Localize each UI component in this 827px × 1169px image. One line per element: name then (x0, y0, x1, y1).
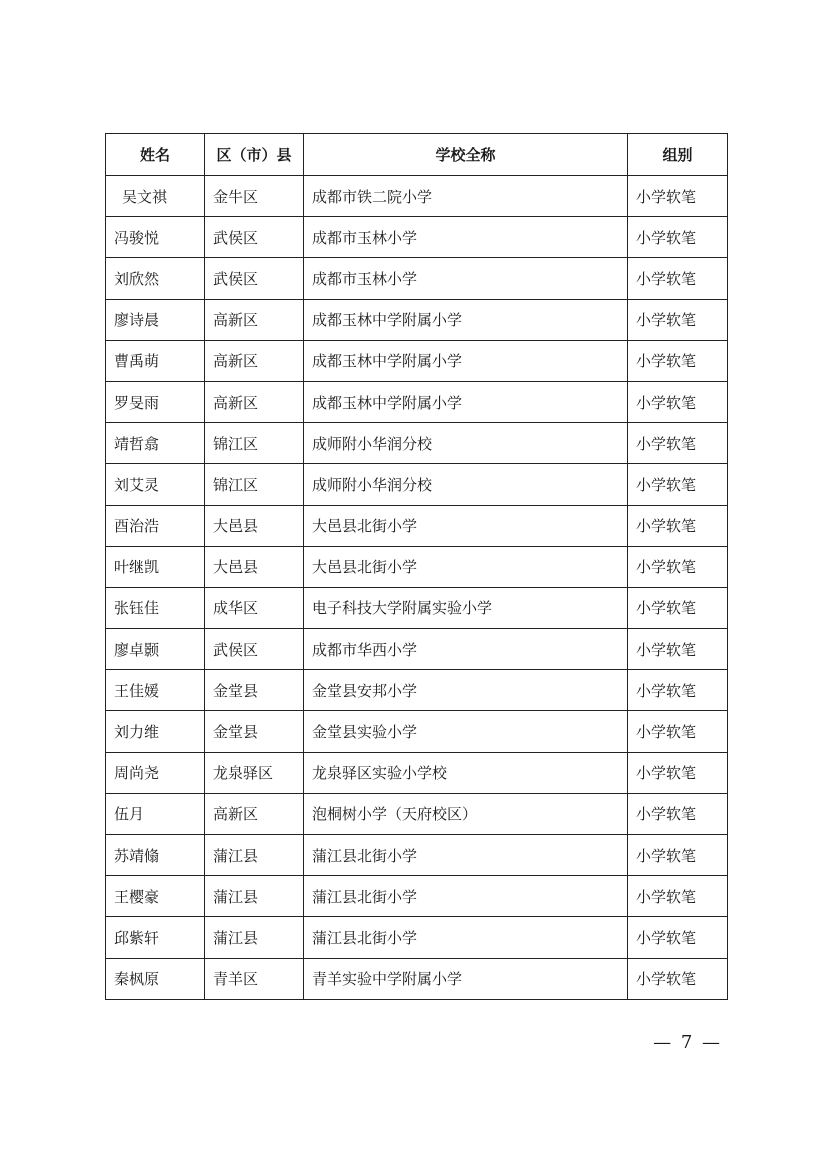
cell-school: 成都玉林中学附属小学 (304, 340, 628, 381)
table-header (106, 134, 728, 176)
cell-district: 蒲江县 (205, 835, 304, 876)
cell-name: 廖诗晨 (106, 299, 205, 340)
cell-group: 小学软笔 (628, 546, 728, 587)
table-body (106, 176, 728, 1000)
cell-district: 金堂县 (205, 711, 304, 752)
cell-school: 青羊实验中学附属小学 (304, 958, 628, 999)
cell-name: 王佳媛 (106, 670, 205, 711)
cell-group: 小学软笔 (628, 217, 728, 258)
table-row (106, 670, 728, 711)
cell-group: 小学软笔 (628, 176, 728, 217)
cell-district: 高新区 (205, 299, 304, 340)
cell-district: 锦江区 (205, 423, 304, 464)
cell-district: 蒲江县 (205, 876, 304, 917)
table-row (106, 176, 728, 217)
cell-name: 张钰佳 (106, 587, 205, 628)
cell-school: 成师附小华润分校 (304, 464, 628, 505)
cell-name: 周尚尧 (106, 752, 205, 793)
table-row (106, 258, 728, 299)
table-row (106, 546, 728, 587)
cell-group: 小学软笔 (628, 299, 728, 340)
cell-name: 吴文祺 (106, 176, 205, 217)
cell-group: 小学软笔 (628, 670, 728, 711)
header-row (106, 134, 728, 176)
table-row (106, 835, 728, 876)
cell-name: 冯骏悦 (106, 217, 205, 258)
cell-group: 小学软笔 (628, 629, 728, 670)
header-school: 学校全称 (304, 134, 628, 176)
cell-name: 刘欣然 (106, 258, 205, 299)
cell-group: 小学软笔 (628, 381, 728, 422)
cell-school: 金堂县安邦小学 (304, 670, 628, 711)
cell-name: 曹禹萌 (106, 340, 205, 381)
cell-school: 成都玉林中学附属小学 (304, 381, 628, 422)
cell-name: 刘艾灵 (106, 464, 205, 505)
cell-district: 高新区 (205, 381, 304, 422)
table-row (106, 917, 728, 958)
cell-group: 小学软笔 (628, 587, 728, 628)
cell-name: 苏靖翛 (106, 835, 205, 876)
cell-name: 廖卓颢 (106, 629, 205, 670)
cell-school: 成都玉林中学附属小学 (304, 299, 628, 340)
cell-district: 高新区 (205, 340, 304, 381)
table-row (106, 299, 728, 340)
cell-district: 金牛区 (205, 176, 304, 217)
cell-group: 小学软笔 (628, 340, 728, 381)
table-row (106, 793, 728, 834)
cell-group: 小学软笔 (628, 917, 728, 958)
table-row (106, 505, 728, 546)
cell-district: 成华区 (205, 587, 304, 628)
header-name: 姓名 (106, 134, 205, 176)
cell-name: 靖哲翕 (106, 423, 205, 464)
cell-name: 伍月 (106, 793, 205, 834)
cell-district: 大邑县 (205, 546, 304, 587)
header-group: 组别 (628, 134, 728, 176)
cell-school: 金堂县实验小学 (304, 711, 628, 752)
table-row (106, 752, 728, 793)
table-row (106, 217, 728, 258)
cell-school: 成都市华西小学 (304, 629, 628, 670)
award-table-container (105, 133, 727, 1000)
cell-district: 锦江区 (205, 464, 304, 505)
page-number: — 7 — (653, 1032, 722, 1053)
cell-group: 小学软笔 (628, 958, 728, 999)
cell-group: 小学软笔 (628, 711, 728, 752)
cell-school: 电子科技大学附属实验小学 (304, 587, 628, 628)
cell-school: 大邑县北街小学 (304, 546, 628, 587)
cell-group: 小学软笔 (628, 258, 728, 299)
cell-school: 泡桐树小学（天府校区） (304, 793, 628, 834)
table-row (106, 876, 728, 917)
cell-school: 蒲江县北街小学 (304, 835, 628, 876)
cell-district: 武侯区 (205, 258, 304, 299)
table-row (106, 629, 728, 670)
cell-name: 刘力维 (106, 711, 205, 752)
cell-school: 成师附小华润分校 (304, 423, 628, 464)
table-row (106, 711, 728, 752)
cell-district: 金堂县 (205, 670, 304, 711)
table-row (106, 464, 728, 505)
cell-group: 小学软笔 (628, 423, 728, 464)
cell-group: 小学软笔 (628, 464, 728, 505)
award-table (105, 133, 728, 1000)
cell-name: 罗旻雨 (106, 381, 205, 422)
cell-name: 邱紫轩 (106, 917, 205, 958)
cell-group: 小学软笔 (628, 835, 728, 876)
cell-group: 小学软笔 (628, 793, 728, 834)
cell-group: 小学软笔 (628, 752, 728, 793)
cell-district: 武侯区 (205, 217, 304, 258)
cell-name: 叶继凯 (106, 546, 205, 587)
cell-district: 高新区 (205, 793, 304, 834)
table-row (106, 340, 728, 381)
table-row (106, 381, 728, 422)
cell-name: 酉治浩 (106, 505, 205, 546)
header-district: 区（市）县 (205, 134, 304, 176)
cell-school: 蒲江县北街小学 (304, 876, 628, 917)
cell-school: 成都市玉林小学 (304, 217, 628, 258)
cell-district: 龙泉驿区 (205, 752, 304, 793)
cell-district: 武侯区 (205, 629, 304, 670)
cell-group: 小学软笔 (628, 876, 728, 917)
cell-name: 王樱豪 (106, 876, 205, 917)
cell-district: 蒲江县 (205, 917, 304, 958)
table-row (106, 958, 728, 999)
cell-group: 小学软笔 (628, 505, 728, 546)
table-row (106, 423, 728, 464)
cell-name: 秦枫原 (106, 958, 205, 999)
cell-school: 成都市玉林小学 (304, 258, 628, 299)
cell-school: 龙泉驿区实验小学校 (304, 752, 628, 793)
cell-district: 大邑县 (205, 505, 304, 546)
cell-school: 成都市铁二院小学 (304, 176, 628, 217)
cell-school: 大邑县北街小学 (304, 505, 628, 546)
cell-district: 青羊区 (205, 958, 304, 999)
table-row (106, 587, 728, 628)
cell-school: 蒲江县北街小学 (304, 917, 628, 958)
